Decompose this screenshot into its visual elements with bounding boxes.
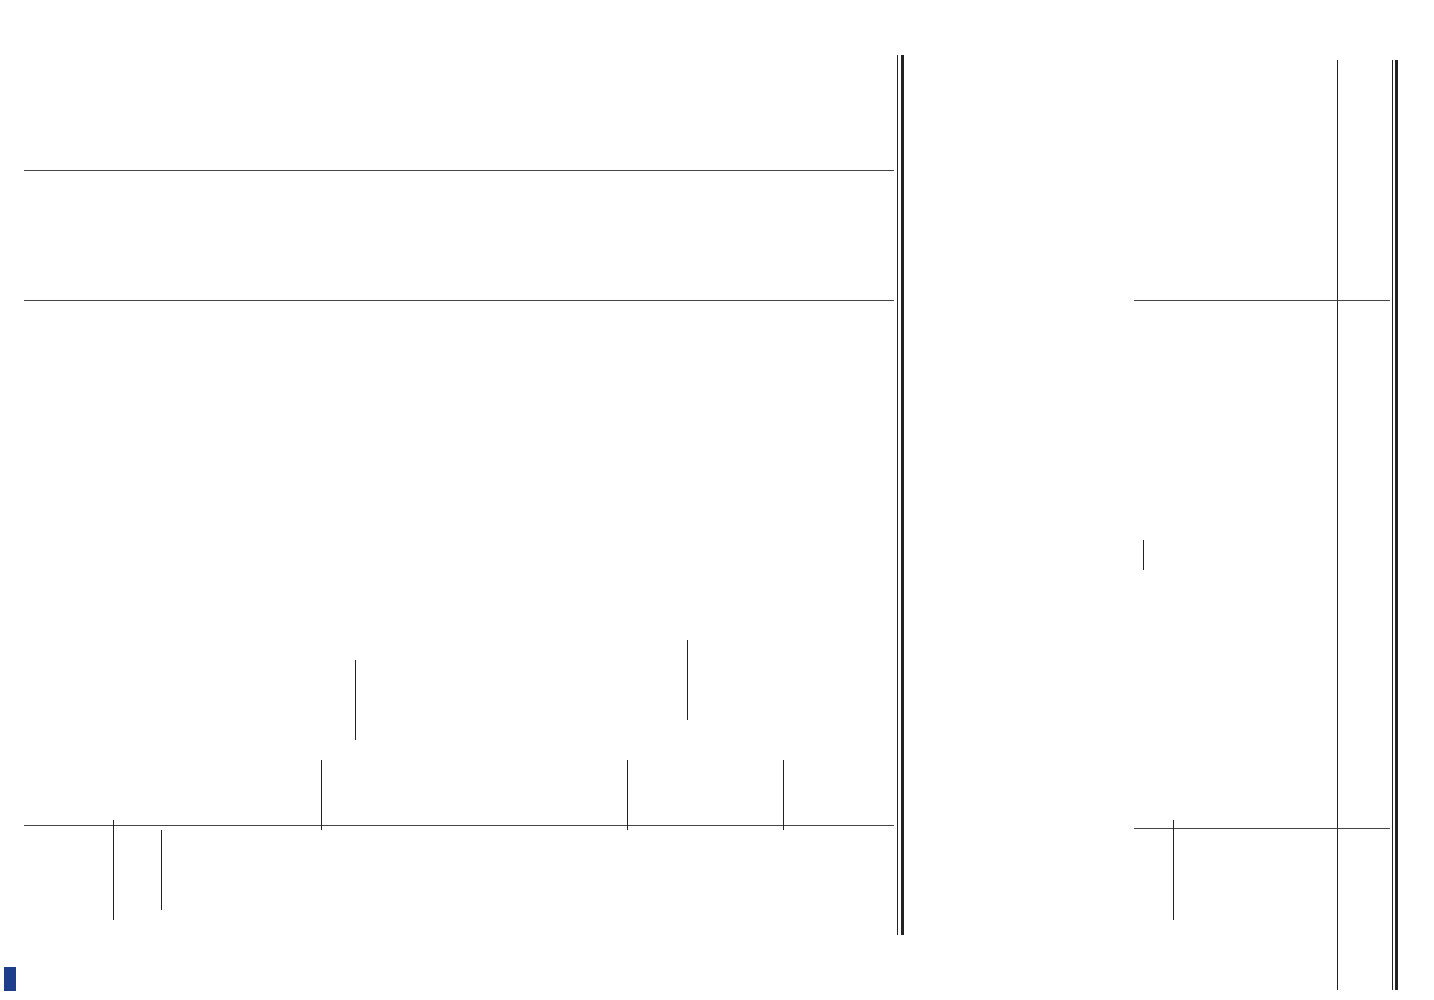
- section2-rule-thin: [897, 55, 898, 935]
- sum-b-rule: [161, 830, 162, 910]
- header-rule: [1395, 60, 1398, 990]
- seite-rule: [113, 820, 114, 920]
- top-total-rule: [1173, 820, 1174, 920]
- top-table-header-rule: [1337, 60, 1338, 990]
- sum-a-einmalig-rule: [627, 760, 628, 830]
- header-rule-thin: [1392, 60, 1393, 990]
- top-table-divider: [1134, 300, 1390, 301]
- sec2-value-divider: [24, 825, 894, 826]
- sec2-kap-divider: [24, 170, 894, 171]
- zusammen-2-rule: [355, 660, 356, 740]
- zusammen-1-rule: [687, 640, 688, 720]
- sum-b-einmalig-rule: [321, 760, 322, 830]
- sum-a-dauernd-rule: [783, 760, 784, 830]
- section2-rule: [901, 55, 904, 935]
- dfg-logo-icon: [4, 967, 16, 991]
- sec2-label-divider: [24, 300, 894, 301]
- center-rule: [1143, 540, 1144, 570]
- dfg-footer: [3, 605, 17, 995]
